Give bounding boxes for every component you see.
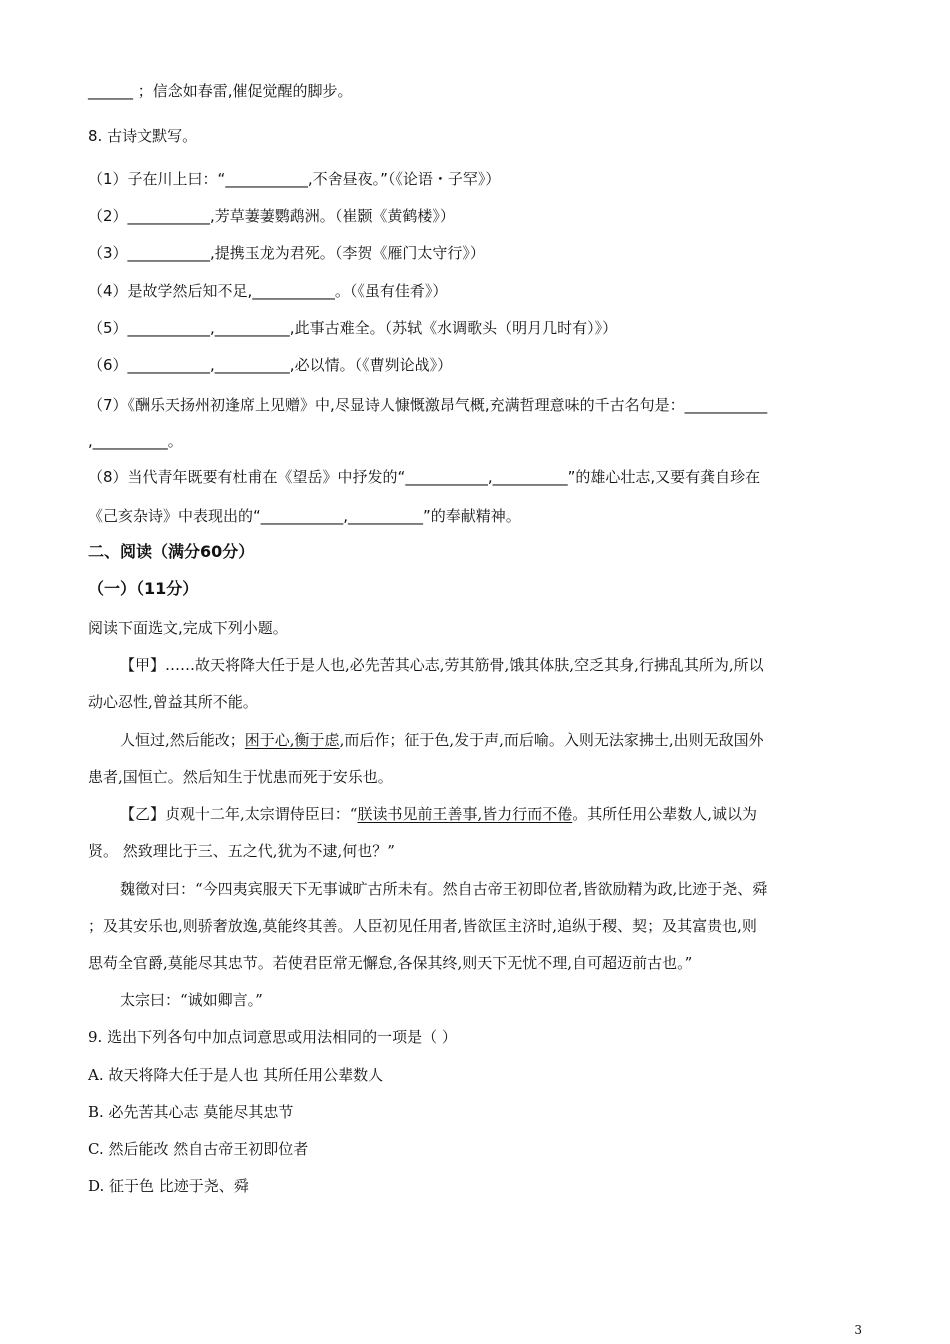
question-8-item-5: （5）___________,__________,此事古难全。（苏轼《水调歌头（明月几时有）》） <box>88 319 618 337</box>
question-8-item-1: （1）子在川上曰：“___________,不舍昼夜。”（《论语・子罕》） <box>88 170 501 188</box>
passage-yi-line: 太宗曰：“诚如卿言。” <box>120 991 263 1009</box>
passage-yi-line: 贤。 然致理比于三、五之代,犹为不逮,何也？” <box>88 842 395 860</box>
question-8-item-6: （6）___________,__________,必以情。（《曹刿论战》） <box>88 356 453 374</box>
question-8-item-7: （7）《酬乐天扬州初逢席上见赠》中,尽显诗人慷慨激昂气概,充满哲理意味的千古名句是：___________ <box>88 396 768 414</box>
passage-yi-line: 思苟全官爵,莫能尽其忠节。若使君臣常无懈怠,各保其终,则天下无忧不理,自可超迈前古也。” <box>88 954 693 972</box>
passage-yi-line: ；及其安乐也,则骄奢放逸,莫能终其善。人臣初见任用者,皆欲匡主济时,追纵于稷、契；及其富贵也,则 <box>88 917 757 935</box>
passage-yi-line: 魏徵对曰：“今四夷宾服天下无事诚旷古所未有。然自古帝王初即位者,皆欲励精为政,比迹于尧、舜 <box>120 880 768 898</box>
option-b: B. 必先苦其心志 莫能尽其忠节 <box>88 1103 294 1121</box>
question-8-item-8: （8）当代青年既要有杜甫在《望岳》中抒发的“___________,__________”的雄心壮志,又要有龚自珍在 <box>88 468 761 486</box>
question-8-item-7-cont: ,__________。 <box>88 432 183 450</box>
subsection-heading: （一）（11分） <box>88 579 199 598</box>
question-8-item-4: （4）是故学然后知不足,___________。（《虽有佳肴》） <box>88 282 448 300</box>
passage-jia-line: 【甲】……故天将降大任于是人也,必先苦其心志,劳其筋骨,饿其体肤,空乏其身,行拂乱其所为,所以 <box>120 656 764 674</box>
passage-yi-line: 【乙】贞观十二年,太宗谓侍臣曰：“朕读书见前王善事,皆力行而不倦。其所任用公辈数人,诚以为 <box>120 805 758 823</box>
passage-jia-line: 人恒过,然后能改；困于心,衡于虑,而后作；征于色,发于声,而后喻。入则无法家拂士,出则无敌国外 <box>120 731 764 749</box>
passage-jia-line: 动心忍性,曾益其所不能。 <box>88 693 258 711</box>
option-a: A. 故天将降大任于是人也 其所任用公辈数人 <box>88 1066 384 1084</box>
passage-jia-line: 患者,国恒亡。然后知生于忧患而死于安乐也。 <box>88 768 393 786</box>
text-line: ______ ；信念如春雷,催促觉醒的脚步。 <box>88 82 353 100</box>
underlined-phrase: 困于心,衡于虑 <box>244 731 340 749</box>
question-8-item-2: （2）___________,芳草萋萋鹦鹉洲。（崔颢《黄鹤楼》） <box>88 207 455 225</box>
page-number: 3 <box>854 1323 862 1337</box>
option-c: C. 然后能改 然自古帝王初即位者 <box>88 1140 309 1158</box>
question-9: 9. 选出下列各句中加点词意思或用法相同的一项是（ ） <box>88 1028 457 1046</box>
question-8-item-8-cont: 《己亥杂诗》中表现出的“___________,__________”的奉献精神。 <box>88 507 521 525</box>
question-8-item-3: （3）___________,提携玉龙为君死。（李贺《雁门太守行》） <box>88 244 485 262</box>
reading-instruction: 阅读下面选文,完成下列小题。 <box>88 619 288 637</box>
option-d: D. 征于色 比迹于尧、舜 <box>88 1177 249 1195</box>
question-8-title: 8. 古诗文默写。 <box>88 127 198 145</box>
section-heading: 二、阅读（满分60分） <box>88 542 255 561</box>
underlined-phrase: 朕读书见前王善事,皆力行而不倦 <box>357 805 573 823</box>
